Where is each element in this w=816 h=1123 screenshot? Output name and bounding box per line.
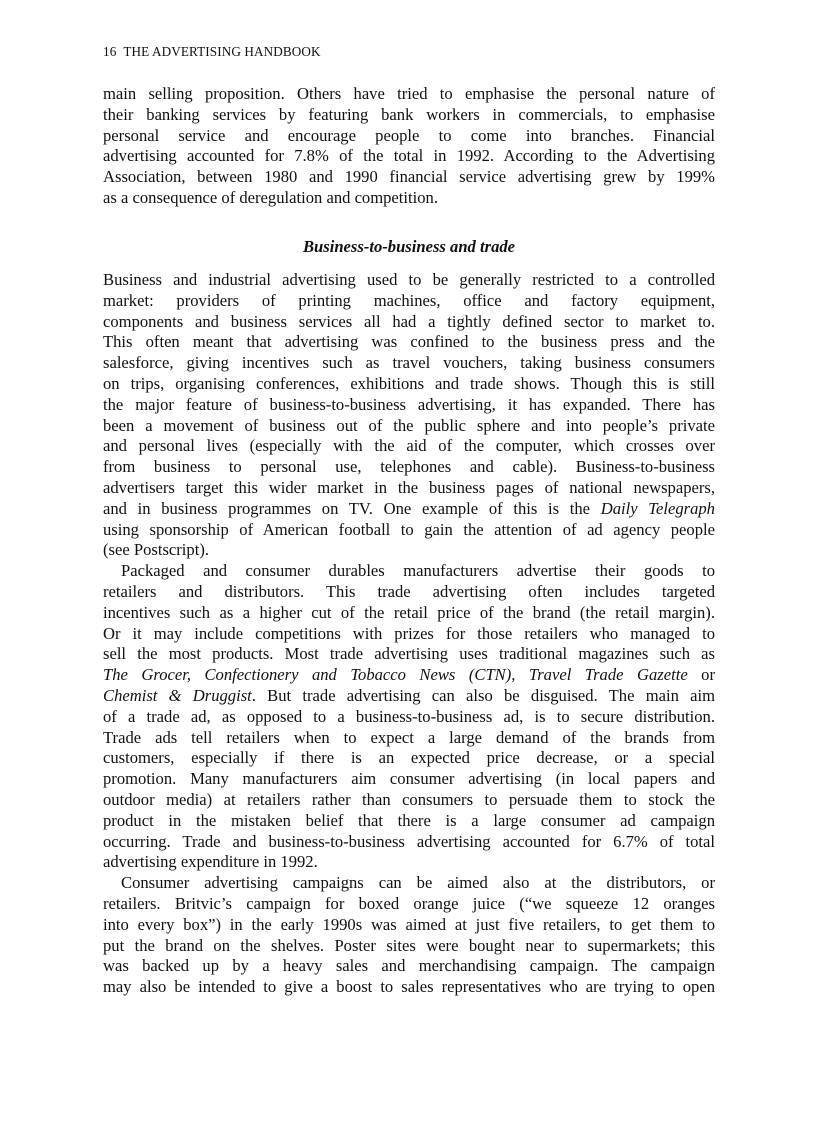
- page-number: 16: [103, 44, 117, 59]
- text-line: on trips, organising conferences, exhibitions and trade shows. Though this is still: [103, 373, 715, 393]
- text-line: retailers and distributors. This trade advertising often includes targeted: [103, 581, 715, 601]
- text-line: customers, especially if there is an expected price decrease, or a special: [103, 748, 715, 768]
- text-line: (see Postscript).: [103, 540, 209, 560]
- text-line: from business to personal use, telephones and cable). Business-to-business: [103, 457, 715, 477]
- text-line: market: providers of printing machines, office and factory equipment,: [103, 290, 715, 310]
- text-run: and in business programmes on TV. One example of this is the: [103, 498, 601, 518]
- italic-title: Chemist & Druggist: [103, 685, 252, 705]
- text-line: Business and industrial advertising used to be generally restricted to a controlled: [103, 270, 715, 289]
- paragraph: [103, 873, 715, 998]
- text-line: Packaged and consumer durables manufacturers advertise their goods to: [121, 561, 715, 581]
- book-title: THE ADVERTISING HANDBOOK: [123, 44, 321, 59]
- italic-title: The Grocer, Confectionery and Tobacco News (CTN), Travel Trade Gazette: [103, 665, 688, 685]
- text-line: main selling proposition. Others have tried to emphasise the personal nature of: [103, 84, 715, 103]
- text-line: sell the most products. Most trade advertising uses traditional magazines such as: [103, 644, 715, 664]
- text-line: promotion. Many manufacturers aim consumer advertising (in local papers and: [103, 769, 715, 789]
- text-line: their banking services by featuring bank workers in commercials, to emphasise: [103, 104, 715, 124]
- text-line: advertising expenditure in 1992.: [103, 852, 318, 872]
- text-line: [103, 499, 715, 520]
- paragraph: [103, 270, 715, 561]
- text-line: the major feature of business-to-business advertising, it has expanded. There has: [103, 394, 715, 414]
- paragraph: [103, 561, 715, 873]
- text-line: and personal lives (especially with the aid of the computer, which crosses over: [103, 436, 715, 456]
- text-line: into every box”) in the early 1990s was aimed at just five retailers, to get them to: [103, 914, 715, 934]
- text-line: [103, 686, 715, 707]
- text-line: advertising accounted for 7.8% of the total in 1992. According to the Advertising: [103, 146, 715, 166]
- running-header: [103, 44, 321, 60]
- text-line: This often meant that advertising was confined to the business press and the: [103, 332, 715, 352]
- text-line: as a consequence of deregulation and competition.: [103, 187, 438, 207]
- text-line: salesforce, giving incentives such as travel vouchers, taking business consumers: [103, 353, 715, 373]
- text-run: . But trade advertising can also be disguised. The main aim: [251, 685, 716, 705]
- text-line: Association, between 1980 and 1990 financial service advertising grew by 199%: [103, 167, 715, 187]
- text-line: components and business services all had a tightly defined sector to market to.: [103, 311, 715, 331]
- text-line: Consumer advertising campaigns can be aimed also at the distributors, or: [121, 873, 715, 893]
- text-line: retailers. Britvic’s campaign for boxed orange juice (“we squeeze 12 oranges: [103, 893, 715, 913]
- italic-title: Daily Telegraph: [600, 498, 715, 518]
- text-line: was backed up by a heavy sales and merchandising campaign. The campaign: [103, 956, 715, 976]
- text-line: Or it may include competitions with prizes for those retailers who managed to: [103, 623, 715, 643]
- text-line: been a movement of business out of the public sphere and into people’s private: [103, 415, 715, 435]
- text-line: advertisers target this wider market in the business pages of national newspapers,: [103, 477, 715, 497]
- text-line: occurring. Trade and business-to-business advertising accounted for 6.7% of total: [103, 831, 715, 851]
- text-run: or: [687, 665, 715, 685]
- text-line: using sponsorship of American football to gain the attention of ad agency people: [103, 519, 715, 539]
- text-line: product in the mistaken belief that there is a large consumer ad campaign: [103, 810, 715, 830]
- section-heading: Business-to-business and trade: [302, 237, 516, 256]
- text-line: incentives such as a higher cut of the retail price of the brand (the retail margin).: [103, 602, 715, 622]
- text-line: [103, 665, 715, 686]
- text-line: of a trade ad, as opposed to a business-to-business ad, is to secure distribution.: [103, 706, 715, 726]
- intro-paragraph: [103, 84, 715, 209]
- text-line: may also be intended to give a boost to sales representatives who are trying to open: [103, 977, 715, 997]
- body-text: [103, 270, 715, 998]
- text-line: personal service and encourage people to come into branches. Financial: [103, 125, 715, 145]
- text-line: Trade ads tell retailers when to expect a large demand of the brands from: [103, 727, 715, 747]
- text-line: outdoor media) at retailers rather than consumers to persuade them to stock the: [103, 789, 715, 809]
- text-line: put the brand on the shelves. Poster sites were bought near to supermarkets; this: [103, 935, 715, 955]
